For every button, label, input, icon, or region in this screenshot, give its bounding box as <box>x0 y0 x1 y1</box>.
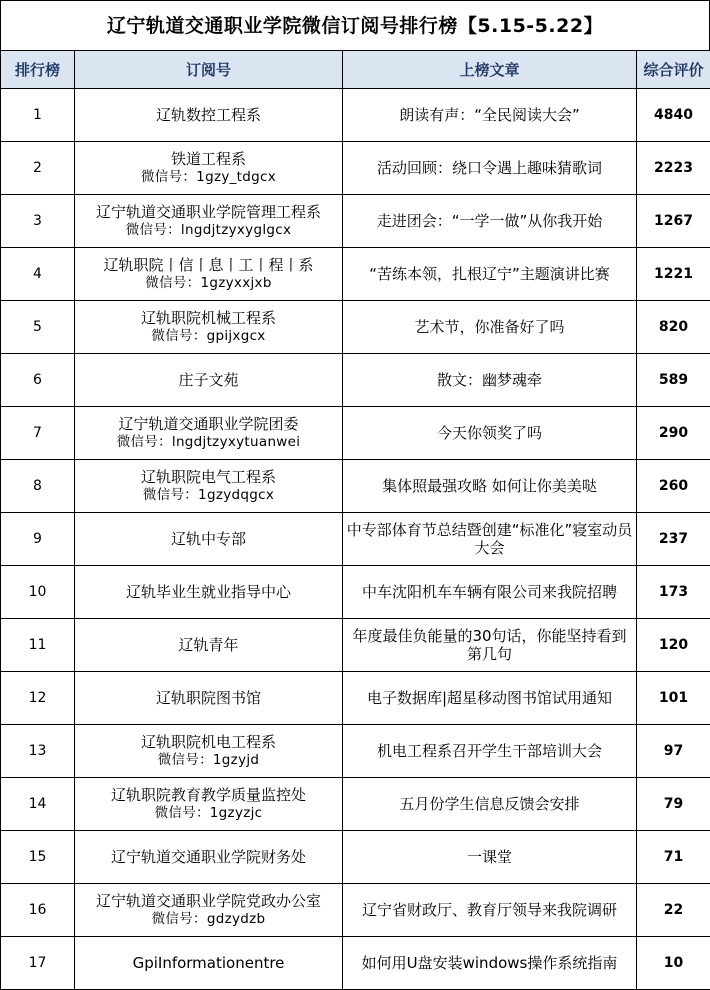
wechat-id: 微信号：gdzydzb <box>151 911 266 927</box>
header-score: 综合评价 <box>637 51 710 89</box>
account-name: 辽轨职院机电工程系 <box>140 733 276 751</box>
rank-cell: 2 <box>1 142 75 195</box>
table-row <box>1 566 710 619</box>
score-cell: 2223 <box>637 142 710 195</box>
article-cell: 如何用U盘安装windows操作系统指南 <box>343 937 637 990</box>
article-cell: 五月份学生信息反馈会安排 <box>343 778 637 831</box>
account-cell <box>75 301 343 354</box>
wechat-id: 微信号：1gzyjd <box>157 752 260 768</box>
account-name: 辽宁轨道交通职业学院团委 <box>118 415 299 433</box>
article-cell: 散文：幽梦魂牵 <box>343 354 637 407</box>
account-name: 辽轨数控工程系 <box>155 106 261 124</box>
account-cell <box>75 778 343 831</box>
article-cell: 年度最佳负能量的30句话，你能坚持看到第几句 <box>343 619 637 672</box>
table-row <box>1 513 710 566</box>
wechat-id: 微信号：1gzyxxjxb <box>145 275 272 291</box>
account-name: 辽轨职院图书馆 <box>155 689 261 707</box>
score-cell: 1267 <box>637 195 710 248</box>
rank-cell: 1 <box>1 89 75 142</box>
wechat-id: 微信号：1gzydqgcx <box>142 487 275 503</box>
account-cell <box>75 142 343 195</box>
article-cell: 辽宁省财政厅、教育厅领导来我院调研 <box>343 884 637 937</box>
account-name: 辽轨中专部 <box>170 530 246 548</box>
account-name: 辽宁轨道交通职业学院党政办公室 <box>95 892 321 910</box>
account-cell <box>75 513 343 566</box>
header-rank: 排行榜 <box>1 51 75 89</box>
ranking-table <box>0 50 710 990</box>
table-row <box>1 142 710 195</box>
wechat-id: 微信号：1gzy_tdgcx <box>140 169 277 185</box>
article-cell: 朗读有声：“全民阅读大会” <box>343 89 637 142</box>
account-cell <box>75 407 343 460</box>
table-row <box>1 778 710 831</box>
account-name: 辽宁轨道交通职业学院管理工程系 <box>95 203 321 221</box>
account-cell <box>75 460 343 513</box>
account-cell <box>75 831 343 884</box>
score-cell: 237 <box>637 513 710 566</box>
account-name: GpiInformationentre <box>132 954 285 972</box>
wechat-id: 微信号：lngdjtzyxyglgcx <box>125 222 292 238</box>
article-cell: 活动回顾：绕口令遇上趣味猜歌词 <box>343 142 637 195</box>
account-cell <box>75 619 343 672</box>
rank-cell: 16 <box>1 884 75 937</box>
table-row <box>1 354 710 407</box>
score-cell: 820 <box>637 301 710 354</box>
account-cell <box>75 566 343 619</box>
account-cell <box>75 195 343 248</box>
table-row <box>1 884 710 937</box>
table-row <box>1 195 710 248</box>
score-cell: 79 <box>637 778 710 831</box>
wechat-id: 微信号：lngdjtzyxytuanwei <box>116 434 301 450</box>
rank-cell: 14 <box>1 778 75 831</box>
header-account: 订阅号 <box>75 51 343 89</box>
table-row <box>1 619 710 672</box>
table-row <box>1 301 710 354</box>
score-cell: 1221 <box>637 248 710 301</box>
account-cell <box>75 248 343 301</box>
account-cell <box>75 672 343 725</box>
article-cell: “苦练本领，扎根辽宁”主题演讲比赛 <box>343 248 637 301</box>
rank-cell: 6 <box>1 354 75 407</box>
rank-cell: 11 <box>1 619 75 672</box>
account-name: 辽轨青年 <box>178 636 239 654</box>
account-cell <box>75 937 343 990</box>
table-row <box>1 672 710 725</box>
account-cell <box>75 89 343 142</box>
rank-cell: 15 <box>1 831 75 884</box>
account-name: 辽宁轨道交通职业学院财务处 <box>110 848 306 866</box>
score-cell: 173 <box>637 566 710 619</box>
rank-cell: 3 <box>1 195 75 248</box>
table-row <box>1 831 710 884</box>
article-cell: 机电工程系召开学生干部培训大会 <box>343 725 637 778</box>
rank-cell: 9 <box>1 513 75 566</box>
header-row <box>1 51 710 89</box>
account-name: 辽轨职院丨信丨息丨工丨程丨系 <box>103 256 314 274</box>
article-cell: 集体照最强攻略 如何让你美美哒 <box>343 460 637 513</box>
table-row <box>1 407 710 460</box>
article-cell: 中专部体育节总结暨创建“标准化”寝室动员大会 <box>343 513 637 566</box>
account-name: 辽轨职院教育教学质量监控处 <box>110 786 306 804</box>
wechat-id: 微信号：1gzyzjc <box>154 805 263 821</box>
account-cell <box>75 354 343 407</box>
rank-cell: 8 <box>1 460 75 513</box>
page-title: 辽宁轨道交通职业学院微信订阅号排行榜【5.15-5.22】 <box>0 0 710 50</box>
article-cell: 中车沈阳机车车辆有限公司来我院招聘 <box>343 566 637 619</box>
table-row <box>1 937 710 990</box>
rank-cell: 4 <box>1 248 75 301</box>
article-cell: 走进团会：“一学一做”从你我开始 <box>343 195 637 248</box>
rank-cell: 7 <box>1 407 75 460</box>
account-name: 辽轨职院电气工程系 <box>140 468 276 486</box>
table-row <box>1 89 710 142</box>
account-cell <box>75 725 343 778</box>
score-cell: 4840 <box>637 89 710 142</box>
score-cell: 71 <box>637 831 710 884</box>
rank-cell: 17 <box>1 937 75 990</box>
score-cell: 120 <box>637 619 710 672</box>
table-row <box>1 460 710 513</box>
score-cell: 101 <box>637 672 710 725</box>
rank-cell: 13 <box>1 725 75 778</box>
rank-cell: 5 <box>1 301 75 354</box>
rank-cell: 12 <box>1 672 75 725</box>
account-cell <box>75 884 343 937</box>
score-cell: 260 <box>637 460 710 513</box>
article-cell: 艺术节，你准备好了吗 <box>343 301 637 354</box>
score-cell: 97 <box>637 725 710 778</box>
score-cell: 10 <box>637 937 710 990</box>
article-cell: 今天你领奖了吗 <box>343 407 637 460</box>
score-cell: 589 <box>637 354 710 407</box>
header-article: 上榜文章 <box>343 51 637 89</box>
score-cell: 290 <box>637 407 710 460</box>
account-name: 铁道工程系 <box>170 150 246 168</box>
score-cell: 22 <box>637 884 710 937</box>
account-name: 辽轨职院机械工程系 <box>140 309 276 327</box>
account-name: 辽轨毕业生就业指导中心 <box>125 583 291 601</box>
table-row <box>1 248 710 301</box>
rank-cell: 10 <box>1 566 75 619</box>
article-cell: 一课堂 <box>343 831 637 884</box>
account-name: 庄子文苑 <box>178 371 239 389</box>
table-row <box>1 725 710 778</box>
wechat-id: 微信号：gpijxgcx <box>151 328 266 344</box>
article-cell: 电子数据库|超星移动图书馆试用通知 <box>343 672 637 725</box>
